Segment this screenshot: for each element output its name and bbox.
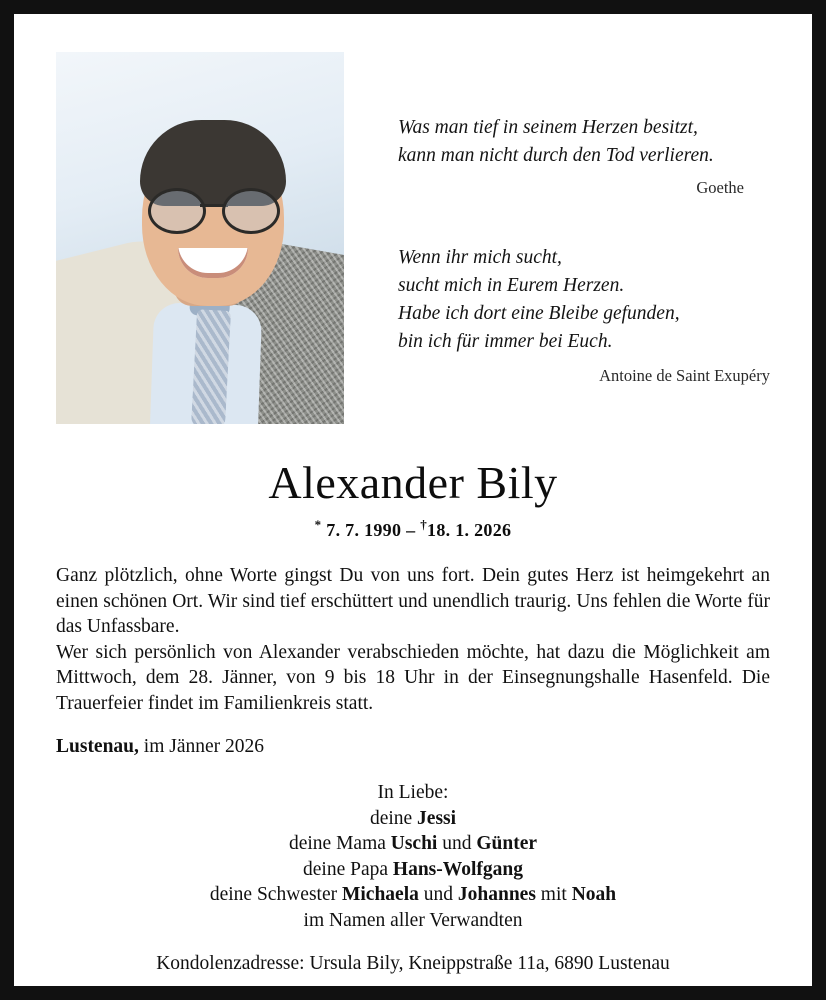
family-prefix: deine [369, 807, 418, 829]
verse-author: Goethe [696, 178, 744, 197]
verse-line: Wenn ihr mich sucht, [398, 247, 562, 268]
family-closing: im Namen aller Verwandten [303, 909, 523, 931]
birth-date: 7. 7. 1990 [326, 520, 402, 540]
death-symbol: † [420, 517, 428, 532]
portrait-photo [56, 52, 344, 424]
verse-line: Was man tief in seinem Herzen besitzt, [398, 117, 698, 138]
verse-block-saint-exupery [398, 244, 770, 386]
family-suffix: mit [535, 884, 572, 905]
body-paragraph-1: Ganz plötzlich, ohne Worte gingst Du von uns fort. Dein gutes Herz ist heimgekehrt an einen schönen Ort. Wir sind tief erschüttert und unendlich traurig. Uns fehlen die Worte für das Unfassbare. [56, 565, 770, 637]
family-name: Günter [476, 833, 538, 854]
deceased-name: Alexander Bily [268, 457, 558, 508]
family-row [56, 831, 770, 857]
glasses-lens-left [148, 188, 206, 234]
family-prefix: deine Schwester [209, 884, 342, 905]
verse-line: Habe ich dort eine Bleibe gefunden, [398, 303, 680, 324]
date-separator: – [406, 520, 416, 540]
family-name: Noah [571, 884, 617, 905]
family-heading: In Liebe: [377, 782, 449, 803]
condolence-address: Kondolenzadresse: Ursula Bily, Kneippstraße 11a, 6890 Lustenau [156, 953, 670, 974]
verses-section [344, 52, 770, 386]
family-conjunction: und [418, 884, 458, 905]
deceased-dates [56, 517, 770, 541]
glasses-lens-right [222, 188, 280, 234]
family-name: Johannes [457, 884, 536, 905]
place-and-date [56, 736, 770, 758]
family-name: Michaela [341, 884, 419, 905]
death-date: 18. 1. 2026 [427, 520, 512, 540]
family-row [56, 882, 770, 908]
body-paragraph-2: Wer sich persönlich von Alexander verabschieden möchte, hat dazu die Möglichkeit am Mittwoch, dem 28. Jänner, von 9 bis 18 Uhr in der Einsegnungshalle Hasenfeld. Die Trauerfeier findet im Familienkreis statt. [56, 641, 770, 714]
family-section [56, 780, 770, 933]
verse-line: kann man nicht durch den Tod verlieren. [398, 145, 714, 166]
body-text [56, 563, 770, 716]
family-prefix: deine Papa [303, 858, 393, 880]
family-name: Jessi [417, 807, 457, 829]
verse-line: bin ich für immer bei Euch. [398, 331, 613, 352]
place-date: im Jänner 2026 [138, 736, 265, 757]
birth-symbol: * [314, 517, 322, 532]
family-conjunction: und [437, 833, 477, 854]
photo-glasses [148, 188, 280, 228]
place-name: Lustenau, [56, 736, 139, 757]
verse-author: Antoine de Saint Exupéry [599, 366, 770, 385]
verse-block-goethe [398, 114, 770, 198]
family-row [56, 857, 770, 883]
family-prefix: deine Mama [288, 833, 391, 854]
family-name: Hans-Wolfgang [392, 858, 523, 880]
verse-line: sucht mich in Eurem Herzen. [398, 275, 625, 296]
family-row [56, 806, 770, 832]
top-section [56, 52, 770, 424]
card-inner [14, 14, 812, 986]
family-name: Uschi [390, 833, 438, 854]
photo-tie [191, 309, 231, 424]
